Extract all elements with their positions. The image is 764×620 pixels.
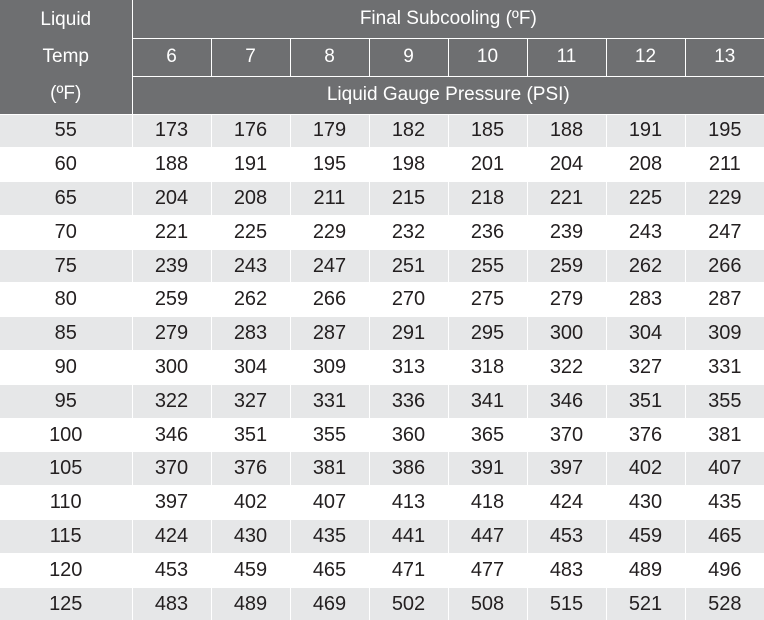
liquid-temp-cell: 115	[0, 520, 132, 554]
subcooling-column-header: 12	[606, 38, 685, 76]
pressure-cell: 360	[369, 418, 448, 452]
table-row	[0, 553, 764, 587]
pressure-cell: 376	[211, 452, 290, 486]
pressure-cell: 279	[132, 317, 211, 351]
pressure-cell: 243	[606, 215, 685, 249]
pressure-cell: 331	[290, 384, 369, 418]
pressure-cell: 188	[527, 114, 606, 148]
liquid-temp-cell: 65	[0, 182, 132, 216]
pressure-cell: 300	[132, 351, 211, 385]
pressure-cell: 275	[448, 283, 527, 317]
pressure-cell: 376	[606, 418, 685, 452]
pressure-cell: 262	[211, 283, 290, 317]
liquid-temp-line: Liquid	[40, 9, 92, 31]
pressure-cell: 435	[290, 520, 369, 554]
pressure-cell: 346	[527, 384, 606, 418]
liquid-temp-cell: 80	[0, 283, 132, 317]
pressure-cell: 211	[685, 148, 764, 182]
table-row	[0, 351, 764, 385]
pressure-cell: 221	[132, 215, 211, 249]
pressure-cell: 195	[685, 114, 764, 148]
pressure-cell: 386	[369, 452, 448, 486]
liquid-temp-cell: 70	[0, 215, 132, 249]
table-body	[0, 114, 764, 620]
liquid-temp-cell: 95	[0, 384, 132, 418]
subcooling-column-header: 11	[527, 38, 606, 76]
pressure-cell: 341	[448, 384, 527, 418]
pressure-cell: 279	[527, 283, 606, 317]
subcooling-column-header: 9	[369, 38, 448, 76]
pressure-cell: 381	[290, 452, 369, 486]
pressure-cell: 322	[132, 384, 211, 418]
pressure-cell: 259	[132, 283, 211, 317]
liquid-temp-header	[0, 0, 132, 114]
liquid-temp-cell: 100	[0, 418, 132, 452]
table-row	[0, 249, 764, 283]
pressure-cell: 459	[211, 553, 290, 587]
pressure-cell: 407	[685, 452, 764, 486]
table-row	[0, 215, 764, 249]
pressure-cell: 351	[211, 418, 290, 452]
pressure-cell: 508	[448, 587, 527, 620]
pressure-cell: 336	[369, 384, 448, 418]
pressure-cell: 259	[527, 249, 606, 283]
pressure-cell: 424	[132, 520, 211, 554]
table-row	[0, 114, 764, 148]
pressure-cell: 327	[211, 384, 290, 418]
pressure-cell: 191	[211, 148, 290, 182]
liquid-temp-cell: 125	[0, 587, 132, 620]
pressure-cell: 447	[448, 520, 527, 554]
pressure-cell: 262	[606, 249, 685, 283]
pressure-cell: 489	[606, 553, 685, 587]
pressure-cell: 413	[369, 486, 448, 520]
pressure-cell: 355	[290, 418, 369, 452]
subcooling-column-header: 13	[685, 38, 764, 76]
subcooling-column-header: 7	[211, 38, 290, 76]
liquid-temp-cell: 60	[0, 148, 132, 182]
pressure-cell: 185	[448, 114, 527, 148]
pressure-cell: 430	[211, 520, 290, 554]
pressure-cell: 255	[448, 249, 527, 283]
pressure-cell: 304	[211, 351, 290, 385]
pressure-cell: 191	[606, 114, 685, 148]
pressure-cell: 318	[448, 351, 527, 385]
pressure-cell: 221	[527, 182, 606, 216]
pressure-cell: 270	[369, 283, 448, 317]
pressure-cell: 300	[527, 317, 606, 351]
pressure-cell: 521	[606, 587, 685, 620]
pressure-cell: 225	[211, 215, 290, 249]
pressure-cell: 331	[685, 351, 764, 385]
liquid-temp-line: Temp	[42, 46, 89, 68]
table-row	[0, 384, 764, 418]
pressure-cell: 381	[685, 418, 764, 452]
pressure-cell: 391	[448, 452, 527, 486]
pressure-cell: 176	[211, 114, 290, 148]
pressure-cell: 469	[290, 587, 369, 620]
pressure-cell: 225	[606, 182, 685, 216]
pressure-cell: 182	[369, 114, 448, 148]
pressure-cell: 266	[685, 249, 764, 283]
pressure-cell: 313	[369, 351, 448, 385]
pressure-cell: 208	[211, 182, 290, 216]
pressure-cell: 465	[290, 553, 369, 587]
pressure-cell: 483	[132, 587, 211, 620]
table-row	[0, 182, 764, 216]
pressure-cell: 418	[448, 486, 527, 520]
table-row	[0, 486, 764, 520]
pressure-cell: 239	[527, 215, 606, 249]
liquid-temp-cell: 85	[0, 317, 132, 351]
pressure-cell: 430	[606, 486, 685, 520]
subcooling-column-header: 6	[132, 38, 211, 76]
subcooling-header: Final Subcooling (ºF)	[132, 0, 764, 38]
table-row	[0, 317, 764, 351]
pressure-cell: 179	[290, 114, 369, 148]
pressure-cell: 188	[132, 148, 211, 182]
table-row	[0, 520, 764, 554]
pressure-cell: 435	[685, 486, 764, 520]
liquid-temp-cell: 110	[0, 486, 132, 520]
pressure-cell: 370	[527, 418, 606, 452]
pressure-cell: 402	[211, 486, 290, 520]
pressure-cell: 232	[369, 215, 448, 249]
table-row	[0, 283, 764, 317]
pressure-cell: 239	[132, 249, 211, 283]
pressure-cell: 247	[290, 249, 369, 283]
pressure-cell: 355	[685, 384, 764, 418]
subcooling-column-header: 8	[290, 38, 369, 76]
liquid-temp-cell: 55	[0, 114, 132, 148]
pressure-cell: 441	[369, 520, 448, 554]
pressure-cell: 346	[132, 418, 211, 452]
pressure-cell: 204	[132, 182, 211, 216]
pressure-cell: 407	[290, 486, 369, 520]
pressure-cell: 402	[606, 452, 685, 486]
pressure-cell: 465	[685, 520, 764, 554]
pressure-cell: 453	[132, 553, 211, 587]
pressure-cell: 322	[527, 351, 606, 385]
table-row	[0, 418, 764, 452]
pressure-cell: 283	[606, 283, 685, 317]
pressure-cell: 266	[290, 283, 369, 317]
pressure-cell: 370	[132, 452, 211, 486]
pressure-cell: 243	[211, 249, 290, 283]
pressure-cell: 483	[527, 553, 606, 587]
pressure-cell: 215	[369, 182, 448, 216]
pressure-cell: 198	[369, 148, 448, 182]
table-row	[0, 148, 764, 182]
pressure-cell: 365	[448, 418, 527, 452]
table-header	[0, 0, 764, 114]
pressure-cell: 477	[448, 553, 527, 587]
table-row	[0, 452, 764, 486]
pressure-cell: 515	[527, 587, 606, 620]
liquid-temp-cell: 90	[0, 351, 132, 385]
pressure-cell: 251	[369, 249, 448, 283]
pressure-cell: 424	[527, 486, 606, 520]
liquid-temp-cell: 105	[0, 452, 132, 486]
pressure-cell: 397	[527, 452, 606, 486]
liquid-temp-cell: 120	[0, 553, 132, 587]
pressure-cell: 287	[685, 283, 764, 317]
liquid-temp-line: (ºF)	[50, 83, 82, 105]
pressure-cell: 208	[606, 148, 685, 182]
pressure-cell: 283	[211, 317, 290, 351]
pressure-cell: 496	[685, 553, 764, 587]
pressure-cell: 247	[685, 215, 764, 249]
pressure-cell: 218	[448, 182, 527, 216]
subcooling-column-header: 10	[448, 38, 527, 76]
table-row	[0, 587, 764, 620]
pressure-cell: 195	[290, 148, 369, 182]
pressure-cell: 489	[211, 587, 290, 620]
pressure-cell: 211	[290, 182, 369, 216]
pressure-cell: 291	[369, 317, 448, 351]
pressure-cell: 459	[606, 520, 685, 554]
pressure-cell: 201	[448, 148, 527, 182]
pressure-cell: 453	[527, 520, 606, 554]
pressure-cell: 327	[606, 351, 685, 385]
pressure-cell: 229	[290, 215, 369, 249]
pressure-cell: 502	[369, 587, 448, 620]
liquid-temp-cell: 75	[0, 249, 132, 283]
pressure-cell: 471	[369, 553, 448, 587]
pressure-cell: 236	[448, 215, 527, 249]
pressure-cell: 304	[606, 317, 685, 351]
pressure-cell: 351	[606, 384, 685, 418]
pressure-cell: 229	[685, 182, 764, 216]
pressure-header: Liquid Gauge Pressure (PSI)	[132, 76, 764, 114]
pressure-cell: 295	[448, 317, 527, 351]
pressure-cell: 397	[132, 486, 211, 520]
pressure-cell: 528	[685, 587, 764, 620]
pressure-cell: 309	[685, 317, 764, 351]
pressure-cell: 204	[527, 148, 606, 182]
pressure-cell: 309	[290, 351, 369, 385]
pressure-cell: 287	[290, 317, 369, 351]
pressure-cell: 173	[132, 114, 211, 148]
